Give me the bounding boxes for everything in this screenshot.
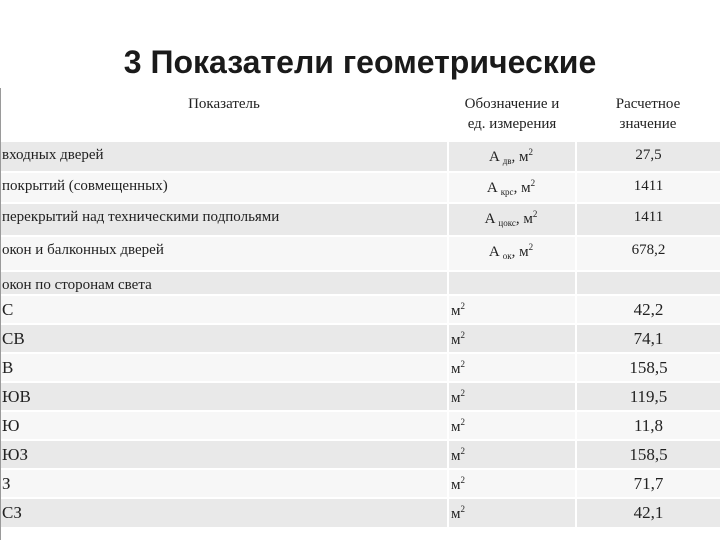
row-indicator [0, 172, 448, 203]
unit-superscript: 2 [460, 330, 465, 340]
table-left-rule [0, 88, 1, 540]
row-value-text: 678,2 [631, 242, 666, 258]
table-header-row [0, 88, 720, 141]
row-value-text: 74,1 [633, 329, 664, 348]
row-value [576, 498, 720, 527]
row-designation [448, 295, 576, 324]
table-row [0, 271, 720, 295]
row-value [576, 236, 720, 271]
table-body [0, 141, 720, 527]
designation-subscript: крс [500, 187, 514, 197]
unit-text: м [451, 390, 461, 406]
row-value-text: 42,1 [633, 503, 664, 522]
row-indicator-text: ЮВ [2, 387, 31, 406]
table-row [0, 324, 720, 353]
row-indicator [0, 440, 448, 469]
row-value-text: 158,5 [629, 358, 668, 377]
row-indicator-text: В [2, 358, 14, 377]
designation-symbol: A [484, 211, 495, 227]
table-row [0, 469, 720, 498]
header-indicator-label: Показатель [188, 96, 260, 112]
unit-text: м [451, 419, 461, 435]
unit-superscript: 2 [528, 242, 534, 252]
table-row [0, 382, 720, 411]
header-designation [448, 88, 576, 141]
designation-subscript: ок [502, 251, 512, 261]
row-value [576, 203, 720, 236]
row-designation [448, 203, 576, 236]
table-row [0, 172, 720, 203]
designation-subscript: дв [502, 156, 512, 166]
row-value [576, 172, 720, 203]
row-indicator [0, 236, 448, 271]
row-value [576, 141, 720, 172]
table-row [0, 440, 720, 469]
row-indicator [0, 324, 448, 353]
row-designation [448, 469, 576, 498]
row-indicator-text: окон и балконных дверей [2, 242, 164, 258]
unit-superscript: 2 [460, 301, 465, 311]
unit-text: , м [513, 180, 531, 196]
row-value-text: 1411 [633, 178, 664, 194]
unit-superscript: 2 [532, 209, 538, 219]
row-indicator [0, 353, 448, 382]
table-row [0, 203, 720, 236]
designation-symbol: A [488, 149, 499, 165]
unit-superscript: 2 [460, 446, 465, 456]
table-row [0, 141, 720, 172]
row-indicator-text: покрытий (совмещенных) [2, 178, 168, 194]
unit-superscript: 2 [460, 417, 465, 427]
unit-superscript: 2 [460, 504, 465, 514]
header-designation-line1: Обозначение и [464, 96, 560, 112]
row-indicator-text: С [2, 300, 14, 319]
row-designation [448, 440, 576, 469]
row-value [576, 324, 720, 353]
row-indicator-text: Ю [2, 416, 20, 435]
row-designation [448, 498, 576, 527]
row-value-text: 11,8 [633, 416, 664, 435]
header-value [576, 88, 720, 141]
designation-symbol: A [486, 180, 497, 196]
row-indicator-text: СЗ [2, 503, 22, 522]
unit-superscript: 2 [530, 178, 536, 188]
row-indicator [0, 469, 448, 498]
row-designation [448, 353, 576, 382]
row-indicator [0, 271, 448, 295]
row-designation [448, 172, 576, 203]
designation-symbol: A [488, 244, 499, 260]
row-designation [448, 411, 576, 440]
header-designation-line2: ед. измерения [467, 116, 557, 132]
row-designation [448, 324, 576, 353]
row-indicator [0, 141, 448, 172]
row-value [576, 295, 720, 324]
header-indicator [0, 88, 448, 141]
row-indicator-text: окон по сторонам света [2, 277, 152, 293]
unit-text: , м [511, 244, 529, 260]
unit-text: м [451, 448, 461, 464]
unit-text: м [451, 361, 461, 377]
unit-text: м [451, 332, 461, 348]
unit-text: , м [511, 149, 529, 165]
row-value-text: 71,7 [633, 474, 664, 493]
row-designation [448, 141, 576, 172]
unit-superscript: 2 [460, 388, 465, 398]
table-row [0, 411, 720, 440]
row-indicator [0, 295, 448, 324]
row-indicator-text: ЮЗ [2, 445, 28, 464]
row-indicator-text: перекрытий над техническими подпольями [2, 209, 280, 225]
row-indicator [0, 203, 448, 236]
unit-text: м [451, 303, 461, 319]
row-value-text: 42,2 [633, 300, 664, 319]
row-indicator-text: СВ [2, 329, 25, 348]
row-designation [448, 236, 576, 271]
row-value [576, 353, 720, 382]
row-value [576, 271, 720, 295]
row-value [576, 382, 720, 411]
table-row [0, 353, 720, 382]
header-value-line1: Расчетное [615, 96, 681, 112]
row-indicator [0, 382, 448, 411]
designation-subscript: цокс [498, 218, 516, 228]
table-row [0, 236, 720, 271]
row-designation [448, 382, 576, 411]
unit-superscript: 2 [460, 359, 465, 369]
unit-text: м [451, 477, 461, 493]
row-value-text: 27,5 [635, 147, 662, 163]
row-indicator [0, 411, 448, 440]
row-indicator-text: З [2, 474, 11, 493]
unit-superscript: 2 [528, 147, 534, 157]
row-indicator-text: входных дверей [2, 147, 104, 163]
row-value [576, 411, 720, 440]
unit-text: м [451, 506, 461, 522]
row-value-text: 119,5 [629, 387, 668, 406]
row-value-text: 158,5 [629, 445, 668, 464]
table-row [0, 498, 720, 527]
unit-text: , м [515, 211, 533, 227]
unit-superscript: 2 [460, 475, 465, 485]
indicators-table [0, 88, 720, 527]
row-value-text: 1411 [633, 209, 664, 225]
row-designation [448, 271, 576, 295]
header-value-line2: значение [619, 116, 677, 132]
row-value [576, 440, 720, 469]
table-row [0, 295, 720, 324]
row-value [576, 469, 720, 498]
page-title: 3 Показатели геометрические [123, 44, 597, 80]
row-indicator [0, 498, 448, 527]
